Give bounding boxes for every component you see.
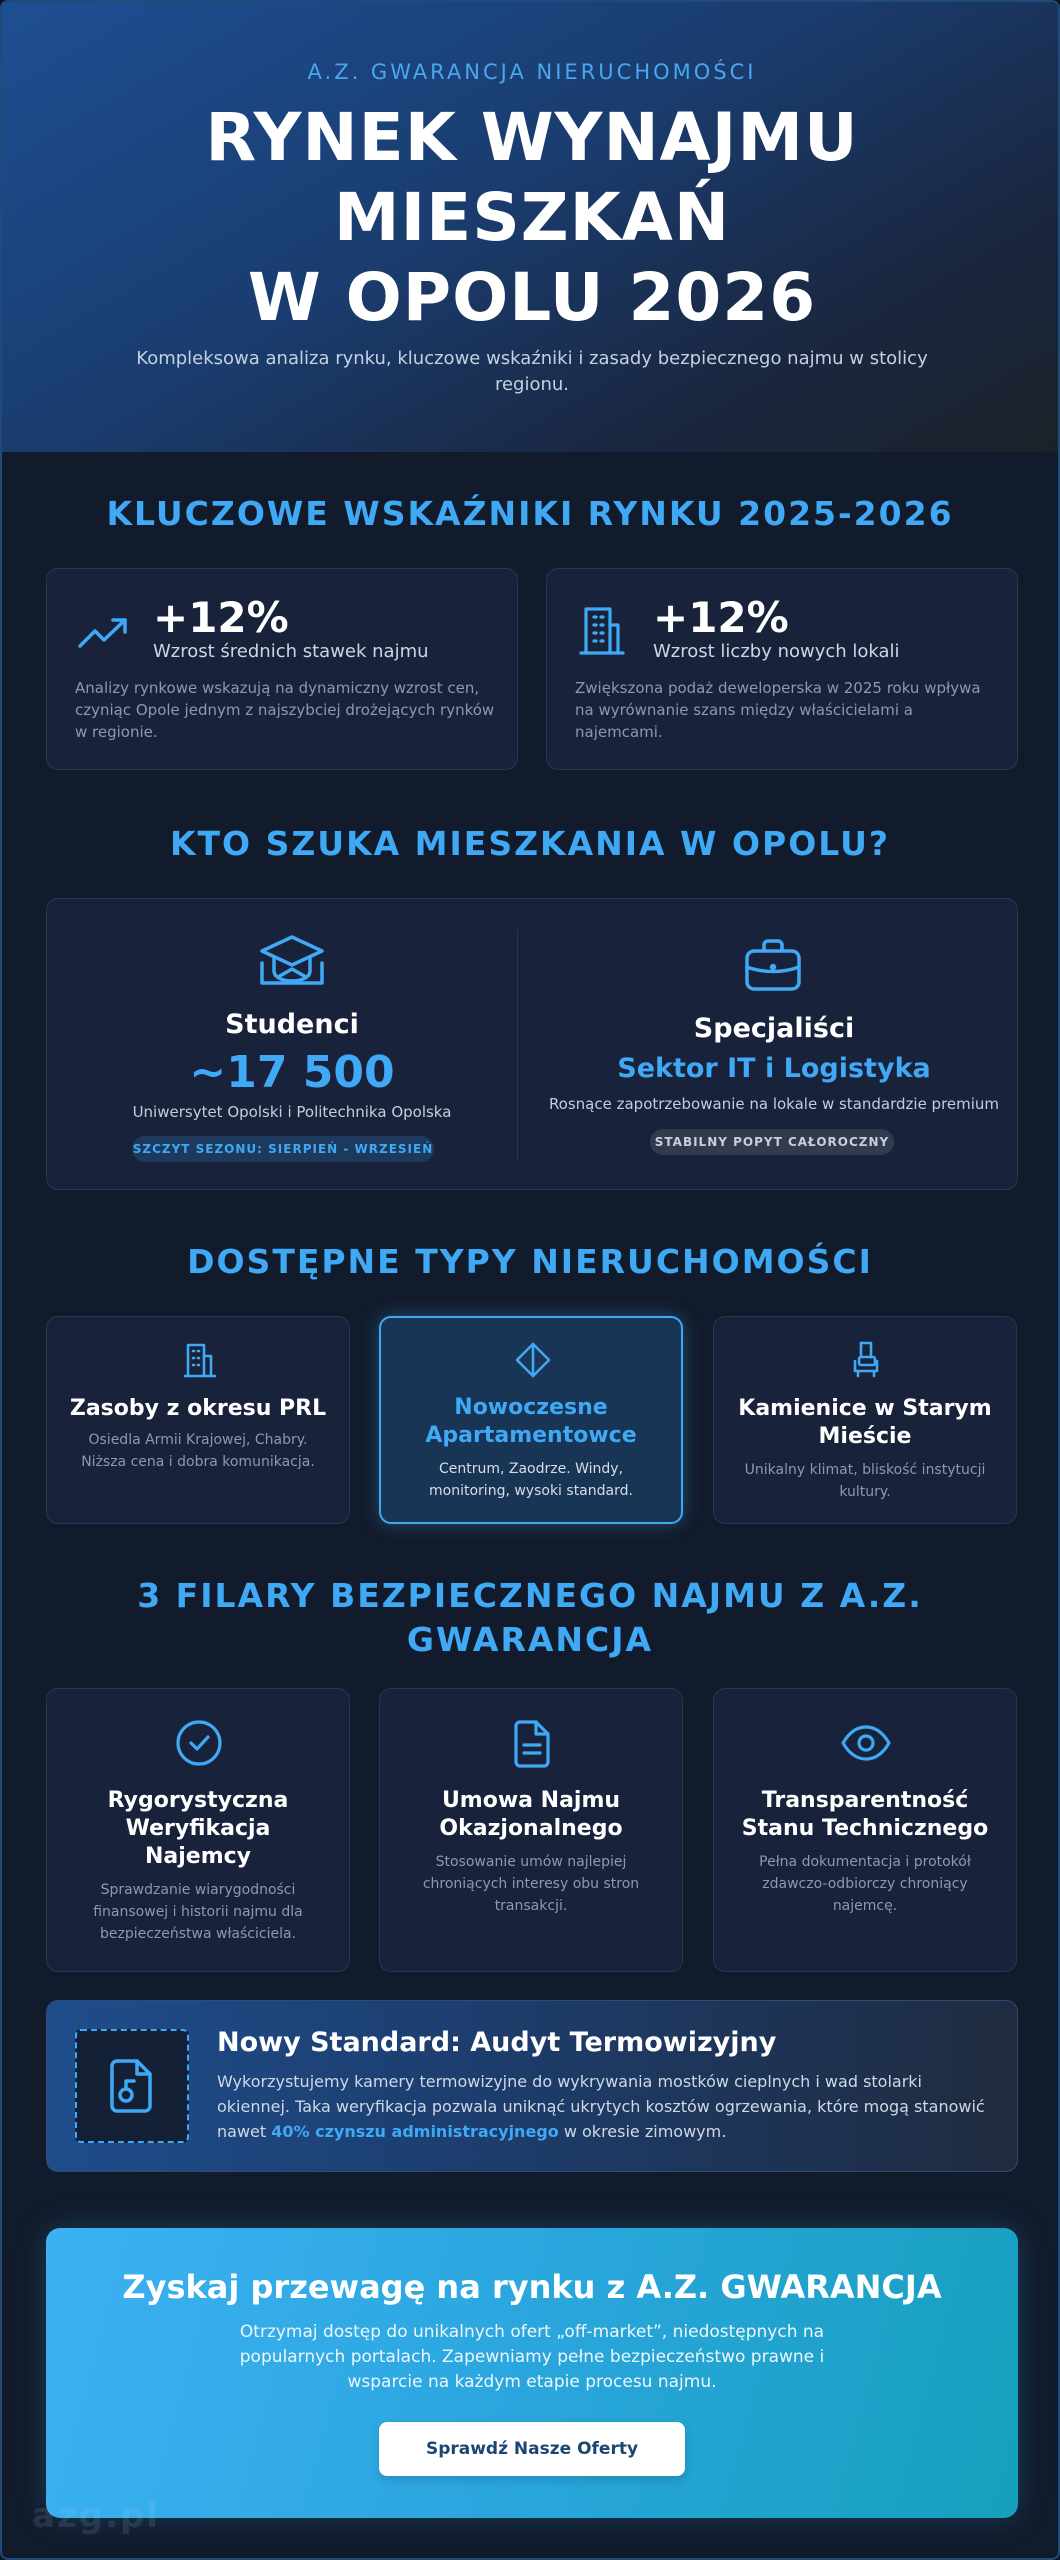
pillars-title-line1: 3 FILARY BEZPIECZNEGO NAJMU Z A.Z. <box>137 1576 923 1615</box>
armchair-icon <box>849 1339 883 1379</box>
trending-up-icon <box>77 613 129 653</box>
indicators-title: KLUCZOWE WSKAŹNIKI RYNKU 2025-2026 <box>106 494 954 533</box>
pillar-title <box>380 1787 682 1843</box>
graduation-cap-icon <box>258 933 326 991</box>
pillar-title-line2: Stanu Technicznego <box>741 1816 989 1841</box>
hero-title-line2: MIESZKAŃ <box>333 179 731 256</box>
pillar-title-line2: Weryfikacja <box>125 1816 271 1841</box>
pillars-title-line2: GWARANCJA <box>406 1620 654 1659</box>
check-circle-icon <box>175 1719 223 1767</box>
type-title <box>381 1394 681 1450</box>
briefcase-icon <box>743 935 803 995</box>
students-season-badge: SZCZYT SEZONU: SIERPIEŃ - WRZESIEŃ <box>132 1136 434 1162</box>
type-card-tenement <box>713 1316 1017 1524</box>
pillar-description: Pełna dokumentacja i protokół zdawczo-odbiorczy chroniący najemcę. <box>759 1854 971 1914</box>
pillar-title-line1: Umowa Najmu <box>441 1788 621 1813</box>
type-title: Zasoby z okresu PRL <box>69 1396 327 1421</box>
specialists-name: Specjaliści <box>693 1013 855 1044</box>
students-description: Uniwersytet Opolski i Politechnika Opolska <box>132 1103 452 1121</box>
types-title: DOSTĘPNE TYPY NIERUCHOMOŚCI <box>187 1242 873 1281</box>
type-description: Centrum, Zaodrze. Windy, monitoring, wysoki standard. <box>429 1461 633 1499</box>
pillar-card-verification <box>46 1688 350 1972</box>
who-title: KTO SZUKA MIESZKANIA W OPOLU? <box>169 824 891 863</box>
hero-kicker: A.Z. GWARANCJA NIERUCHOMOŚCI <box>307 60 757 84</box>
diamond-icon <box>515 1342 551 1378</box>
hero-title-line3: W OPOLU 2026 <box>247 259 817 336</box>
audit-text-after: w okresie zimowym. <box>558 2122 727 2141</box>
pillar-card-contract <box>379 1688 683 1972</box>
pillar-title-line2: Okazjonalnego <box>439 1816 623 1841</box>
indicator-description: Analizy rynkowe wskazują na dynamiczny wzrost cen, czyniąc Opole jednym z najszybciej drożejących rynków w regionie. <box>75 679 495 741</box>
building-icon <box>579 603 625 657</box>
indicator-description: Zwiększona podaż deweloperska w 2025 roku wpływa na wyrównanie szans między właścicielami a najemcami. <box>575 679 981 741</box>
pillar-title-line1: Transparentność <box>761 1788 969 1813</box>
students-name: Studenci <box>225 1009 359 1040</box>
audit-text <box>217 2069 997 2144</box>
indicator-label: Wzrost średnich stawek najmu <box>153 641 429 662</box>
type-card-modern <box>379 1316 683 1524</box>
audit-title: Nowy Standard: Audyt Termowizyjny <box>217 2027 777 2058</box>
indicator-card-rents <box>46 568 518 770</box>
eye-icon <box>840 1723 892 1763</box>
specialists-description: Rosnące zapotrzebowanie na lokale w standardzie premium <box>548 1095 1000 1113</box>
audit-text-highlight: 40% czynszu administracyjnego <box>271 2122 559 2141</box>
specialists-demand-badge: STABILNY POPYT CAŁOROCZNY <box>650 1129 894 1155</box>
indicator-value: +12% <box>153 593 289 642</box>
who-divider <box>517 929 518 1161</box>
specialists-column <box>539 899 1009 1189</box>
type-title <box>714 1395 1016 1451</box>
students-column <box>57 899 527 1189</box>
indicator-card-supply <box>546 568 1018 770</box>
students-count: ~17 500 <box>189 1047 395 1098</box>
thermal-audit-banner <box>46 2000 1018 2172</box>
pillar-title-line3: Najemcy <box>144 1844 252 1869</box>
pillar-title-line1: Rygorystyczna <box>107 1788 289 1813</box>
cta-offers-button[interactable]: Sprawdź Nasze Oferty <box>379 2422 685 2476</box>
audit-icon-frame <box>75 2029 189 2143</box>
pillar-title <box>714 1787 1016 1843</box>
thermal-file-icon <box>107 2057 159 2115</box>
cta-text: Otrzymaj dostęp do unikalnych ofert „off-market”, niedostępnych na popularnych portalach. Zapewniamy pełne bezpieczeństwo prawne i wsparcie na każdym etapie procesu najmu. <box>239 2322 825 2392</box>
document-icon <box>512 1719 552 1769</box>
cta-title: Zyskaj przewagę na rynku z A.Z. GWARANCJA <box>122 2268 942 2306</box>
type-description: Unikalny klimat, bliskość instytucji kultury. <box>744 1462 986 1500</box>
pillar-description: Stosowanie umów najlepiej chroniących interesy obu stron transakcji. <box>422 1854 640 1914</box>
hero-subtitle: Kompleksowa analiza rynku, kluczowe wskaźniki i zasady bezpiecznego najmu w stolicy regionu. <box>136 348 928 395</box>
type-card-prl <box>46 1316 350 1524</box>
pillar-title <box>47 1787 349 1871</box>
pillar-description: Sprawdzanie wiarygodności finansowej i historii najmu dla bezpieczeństwa właściciela. <box>93 1882 303 1942</box>
pillars-title <box>2 1574 1058 1662</box>
pillar-card-transparency <box>713 1688 1017 1972</box>
hero-section <box>2 2 1060 452</box>
watermark-logo: azg.pl <box>32 2496 160 2536</box>
type-title-text: Nowoczesne Apartamentowce <box>425 1395 637 1448</box>
specialists-sector: Sektor IT i Logistyka <box>617 1053 931 1084</box>
type-description: Osiedla Armii Krajowej, Chabry. Niższa cena i dobra komunikacja. <box>81 1432 315 1470</box>
audit-text-before: Wykorzystujemy kamery termowizyjne do wykrywania mostków cieplnych i wad stolarki okiennej. Taka weryfikacja pozwala uniknąć ukrytych kosztów ogrzewania, które mogą stanowić nawet <box>217 2072 985 2141</box>
who-card <box>46 898 1018 1190</box>
indicator-value: +12% <box>653 593 789 642</box>
hero-title <box>2 98 1060 338</box>
apartment-block-icon <box>183 1341 217 1379</box>
cta-section <box>46 2228 1018 2518</box>
hero-title-line1: RYNEK WYNAJMU <box>205 99 859 176</box>
type-title-text: Kamienice w Starym Mieście <box>738 1396 992 1449</box>
indicator-label: Wzrost liczby nowych lokali <box>653 641 900 662</box>
